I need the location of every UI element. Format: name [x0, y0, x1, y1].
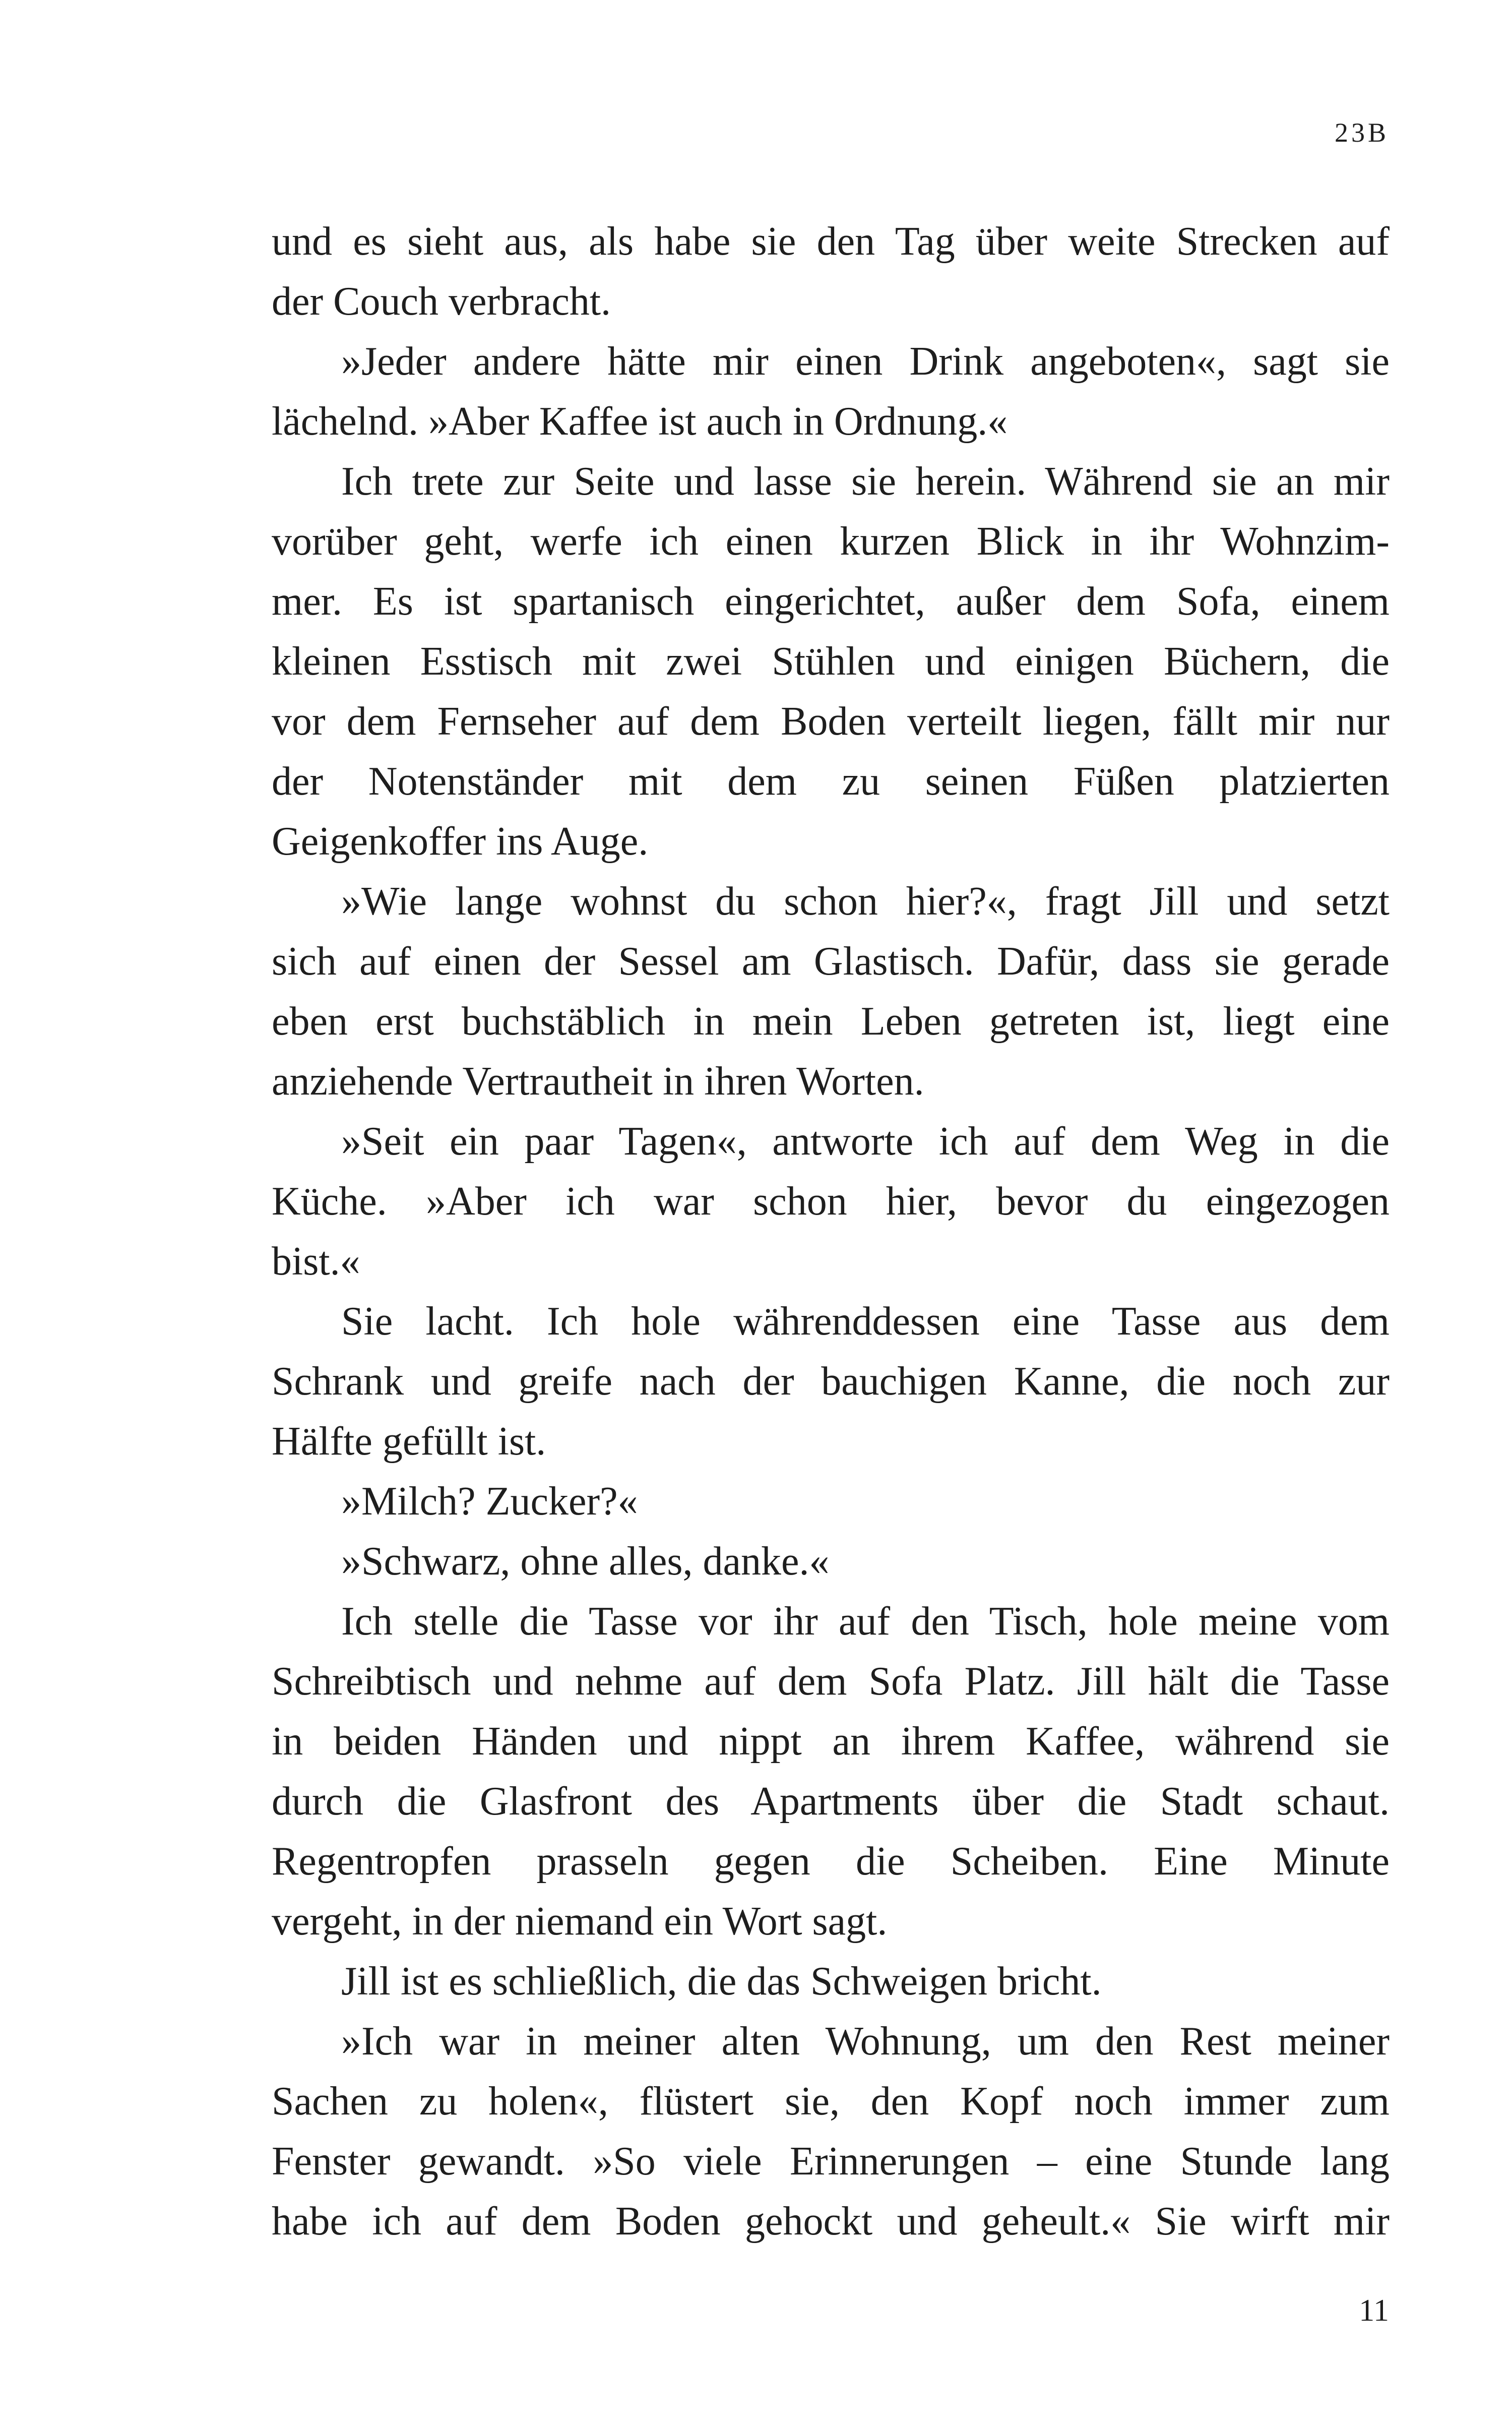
body-text — [272, 212, 1390, 2252]
text-line: vor dem Fernseher auf dem Boden verteilt liegen, fällt mir nur — [272, 699, 1390, 744]
text-line: sich auf einen der Sessel am Glastisch. Dafür, dass sie gerade — [272, 939, 1390, 984]
text-line: Schrank und greife nach der bauchigen Kanne, die noch zur — [272, 1359, 1390, 1404]
text-line: »Ich war in meiner alten Wohnung, um den Rest meiner — [341, 2019, 1390, 2064]
text-line: Schreibtisch und nehme auf dem Sofa Platz. Jill hält die Tasse — [272, 1659, 1390, 1704]
text-line: »Milch? Zucker?« — [341, 1479, 638, 1524]
text-line: mer. Es ist spartanisch eingerichtet, außer dem Sofa, einem — [272, 579, 1390, 624]
text-line: Küche. »Aber ich war schon hier, bevor du eingezogen — [272, 1179, 1390, 1224]
text-line: »Seit ein paar Tagen«, antworte ich auf dem Weg in die — [341, 1119, 1390, 1164]
text-line: kleinen Esstisch mit zwei Stühlen und einigen Büchern, die — [272, 639, 1390, 684]
text-line: habe ich auf dem Boden gehockt und geheult.« Sie wirft mir — [272, 2199, 1390, 2244]
text-line: Jill ist es schließlich, die das Schweigen bricht. — [341, 1959, 1102, 2004]
text-line: »Schwarz, ohne alles, danke.« — [341, 1539, 830, 1584]
text-line: vorüber geht, werfe ich einen kurzen Blick in ihr Wohnzim- — [272, 519, 1390, 564]
text-line: lächelnd. »Aber Kaffee ist auch in Ordnung.« — [272, 399, 1008, 444]
text-line: anziehende Vertrautheit in ihren Worten. — [272, 1059, 924, 1104]
text-line: Geigenkoffer ins Auge. — [272, 819, 649, 864]
text-line: Regentropfen prasseln gegen die Scheiben. Eine Minute — [272, 1839, 1390, 1884]
text-line: der Couch verbracht. — [272, 279, 611, 324]
text-line: Ich trete zur Seite und lasse sie herein. Während sie an mir — [341, 459, 1390, 504]
text-line: in beiden Händen und nippt an ihrem Kaffee, während sie — [272, 1719, 1390, 1764]
page-number: 11 — [1359, 2293, 1389, 2328]
text-line: Sachen zu holen«, flüstert sie, den Kopf noch immer zum — [272, 2079, 1390, 2124]
text-line: Ich stelle die Tasse vor ihr auf den Tisch, hole meine vom — [341, 1599, 1390, 1644]
text-line: bist.« — [272, 1239, 360, 1284]
text-line: und es sieht aus, als habe sie den Tag über weite Strecken auf — [272, 219, 1390, 264]
text-line: »Jeder andere hätte mir einen Drink angeboten«, sagt sie — [341, 339, 1390, 384]
text-line: durch die Glasfront des Apartments über die Stadt schaut. — [272, 1779, 1390, 1824]
text-line: Hälfte gefüllt ist. — [272, 1419, 546, 1464]
text-line: vergeht, in der niemand ein Wort sagt. — [272, 1899, 888, 1944]
running-head: 23B — [1334, 117, 1389, 148]
text-line: Fenster gewandt. »So viele Erinnerungen – eine Stunde lang — [272, 2139, 1390, 2184]
text-line: Sie lacht. Ich hole währenddessen eine Tasse aus dem — [341, 1299, 1390, 1344]
text-line: der Notenständer mit dem zu seinen Füßen platzierten — [272, 759, 1390, 804]
text-line: »Wie lange wohnst du schon hier?«, fragt Jill und setzt — [341, 879, 1390, 924]
text-line: eben erst buchstäblich in mein Leben getreten ist, liegt eine — [272, 999, 1390, 1044]
